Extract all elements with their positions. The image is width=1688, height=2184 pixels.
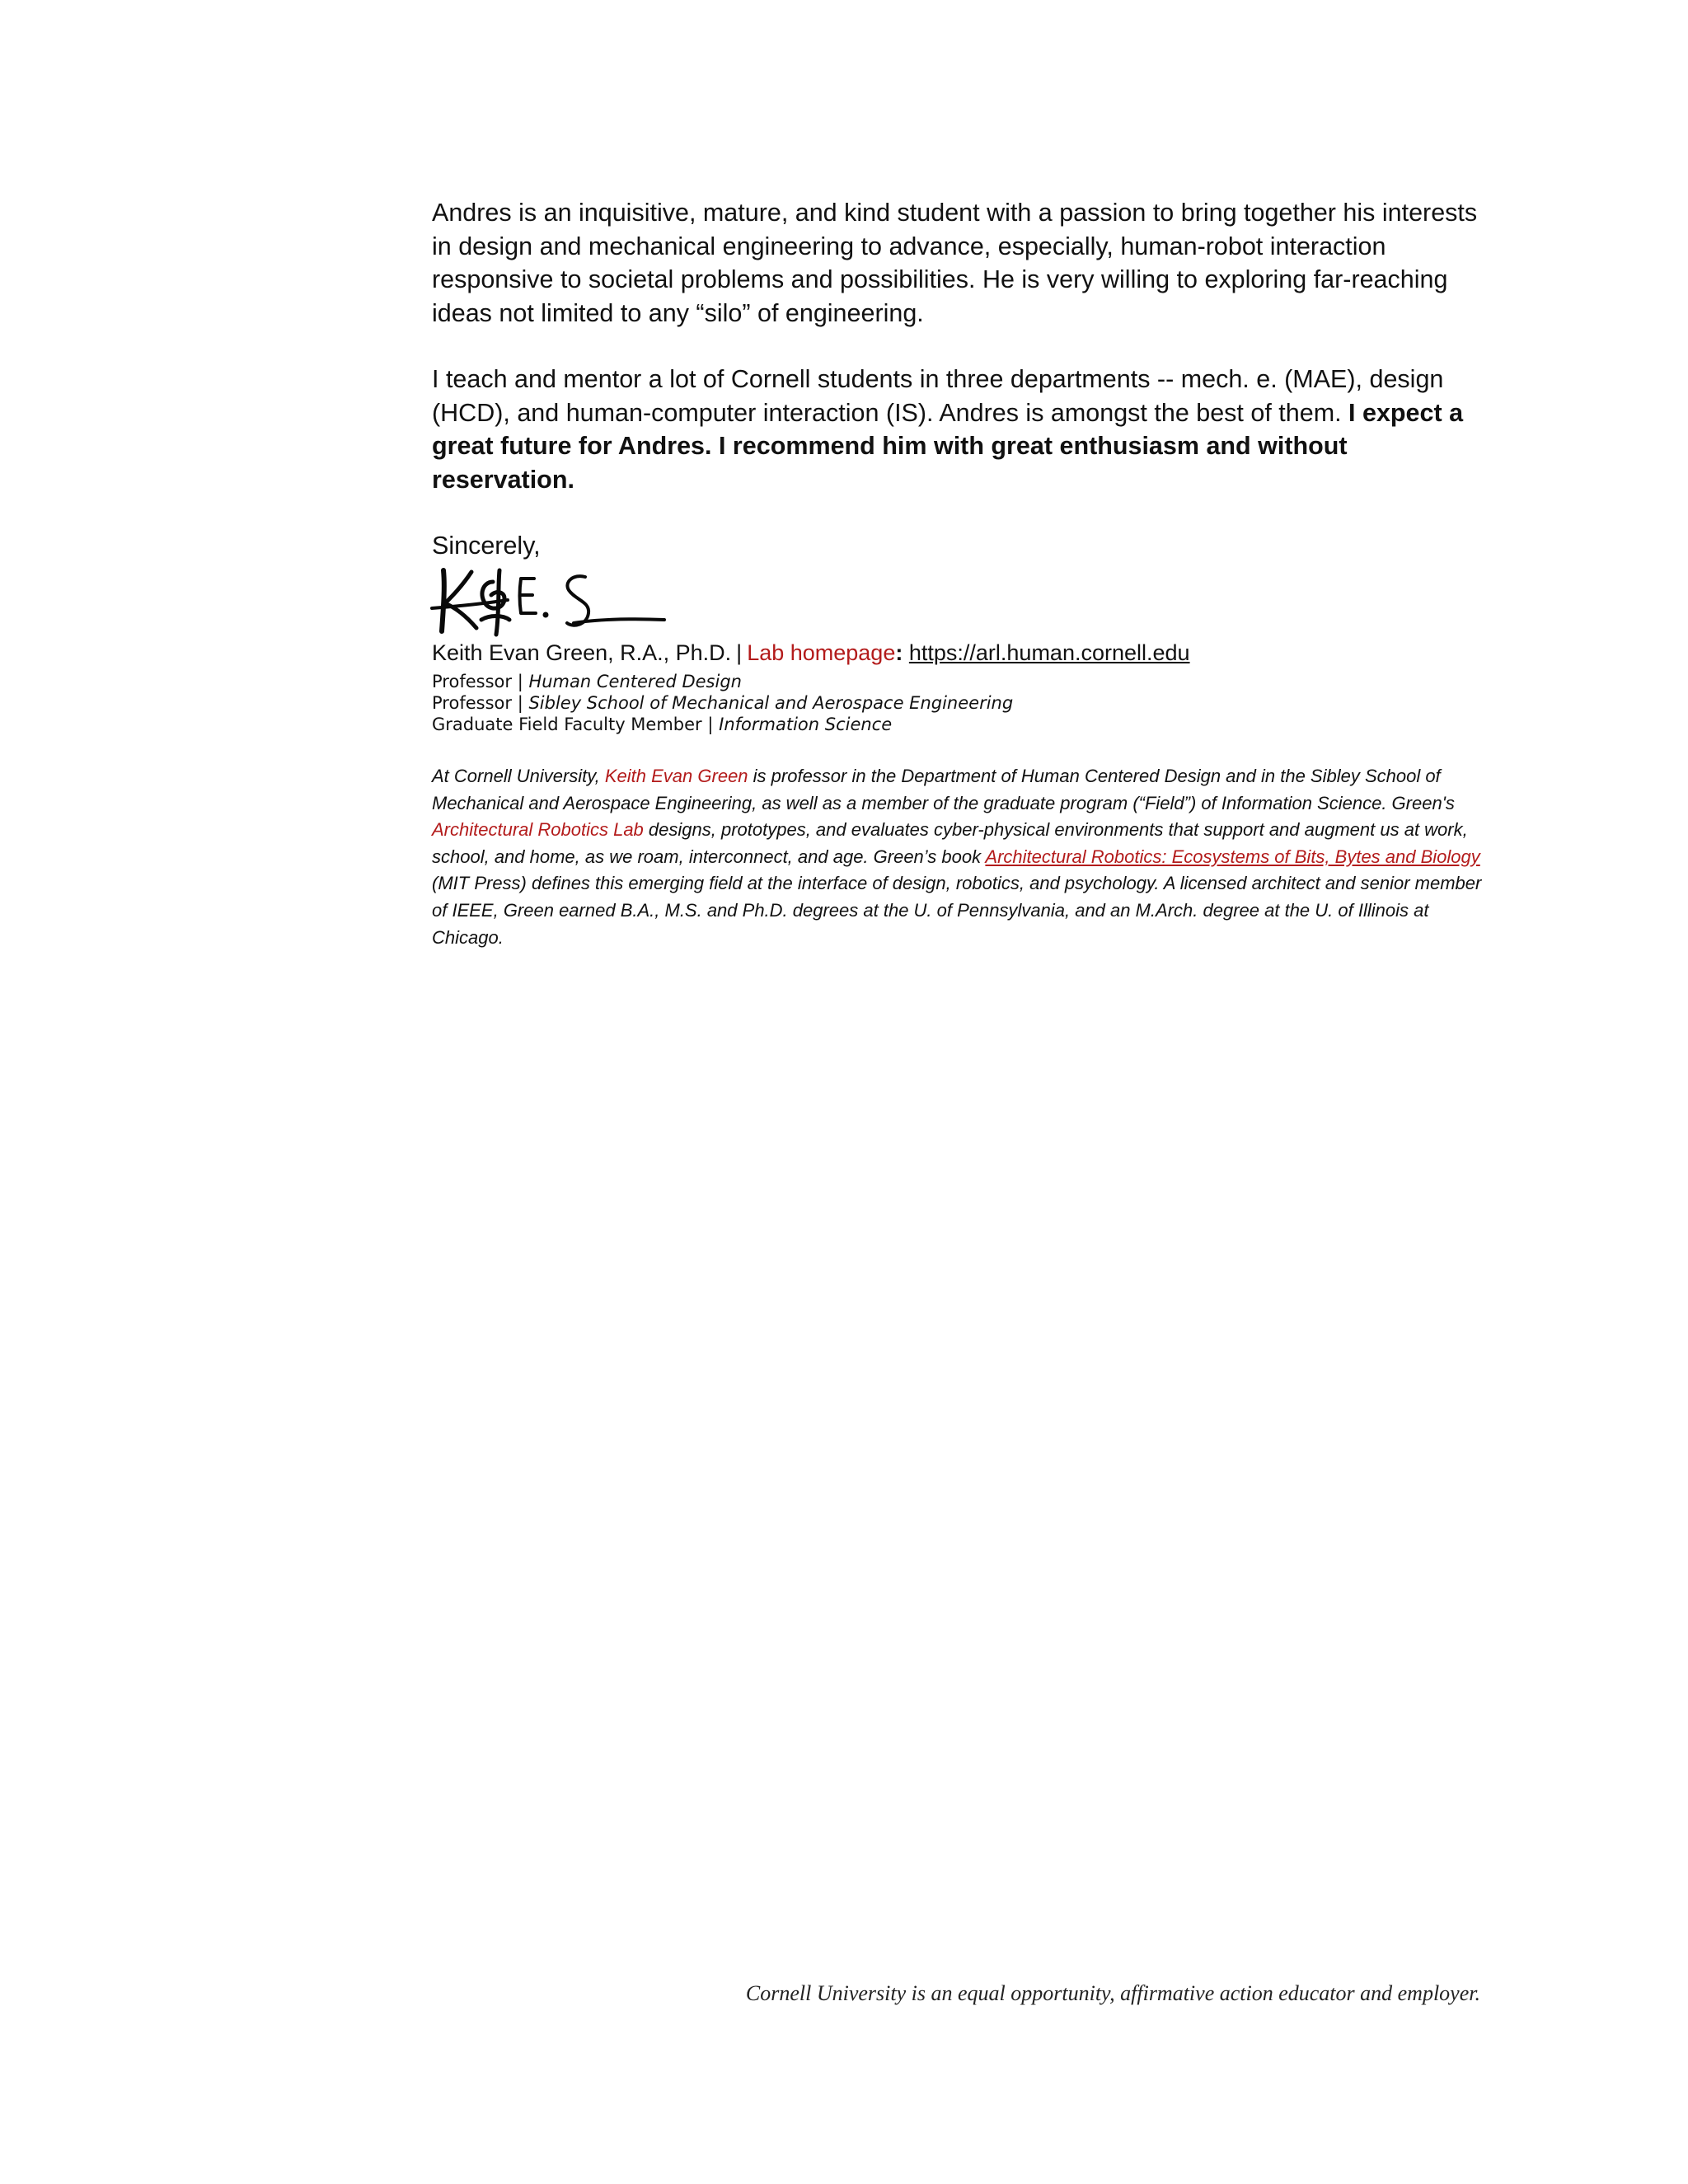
signer-line	[432, 638, 1484, 668]
signer-roles	[432, 671, 1484, 735]
lab-homepage-link[interactable]: https://arl.human.cornell.edu	[908, 640, 1190, 665]
paragraph-2	[432, 363, 1484, 496]
role-separator: |	[517, 672, 523, 691]
bio-paragraph	[432, 763, 1484, 951]
bio-lab-link[interactable]: Architectural Robotics Lab	[432, 819, 644, 841]
role-separator: |	[517, 693, 523, 713]
bio-text: is professor in the Department of Human Centered Design and in the Sibley School of Mechanical and Aerospace Engineering, as well as a member of the graduate program (“Field”) of Information Science. Green's	[432, 766, 1455, 813]
role-unit: Sibley School of Mechanical and Aerospace Engineering	[528, 693, 1014, 713]
name-separator: |	[736, 640, 743, 665]
footer-disclaimer: Cornell University is an equal opportunity, affirmative action educator and employer.	[745, 1981, 1480, 2005]
role-unit: Human Centered Design	[528, 672, 742, 691]
role-unit: Information Science	[719, 715, 893, 734]
bio-text: designs, prototypes, and evaluates cyber-physical environments that support and augment us at work, school, and home, as we roam, interconnect, and age. Green’s book	[432, 819, 1468, 867]
bio-text: (MIT Press) defines this emerging field at the interface of design, robotics, and psychology. A licensed architect and senior member of IEEE, Green earned B.A., M.S. and Ph.D. degrees at the U. of Pennsylvania, and an M.Arch. degree at the U. of Illinois at Chicago.	[432, 873, 1482, 948]
lab-homepage-label: Lab homepage	[747, 640, 896, 665]
role-row	[432, 671, 1484, 692]
role-separator: |	[707, 715, 714, 734]
handwritten-signature	[429, 562, 668, 638]
paragraph-2-text: I teach and mentor a lot of Cornell students in three departments -- mech. e. (MAE), design (HCD), and human-computer interaction (IS). Andres is amongst the best of them.	[432, 365, 1444, 427]
role-title: Professor	[432, 693, 512, 713]
role-row	[432, 714, 1484, 735]
role-title: Graduate Field Faculty Member	[432, 715, 702, 734]
paragraph-2-recommendation: I expect a great future for Andres. I recommend him with great enthusiasm and without reservation.	[432, 398, 1464, 494]
bio-name-link[interactable]: Keith Evan Green	[604, 766, 748, 786]
colon: :	[895, 640, 903, 665]
letter-body	[432, 196, 1484, 951]
bio-book-link[interactable]: Architectural Robotics: Ecosystems of Bits, Bytes and Biology	[985, 846, 1480, 867]
role-title: Professor	[432, 672, 512, 691]
signer-name: Keith Evan Green, R.A., Ph.D.	[432, 640, 732, 665]
bio-text: At Cornell University,	[432, 766, 605, 786]
closing: Sincerely,	[432, 532, 541, 560]
role-row	[432, 692, 1484, 714]
paragraph-1: Andres is an inquisitive, mature, and kind student with a passion to bring together his interests in design and mechanical engineering to advance, especially, human-robot interaction responsive to societal problems and possibilities. He is very willing to exploring far-reaching ideas not limited to any “silo” of engineering.	[432, 199, 1478, 327]
